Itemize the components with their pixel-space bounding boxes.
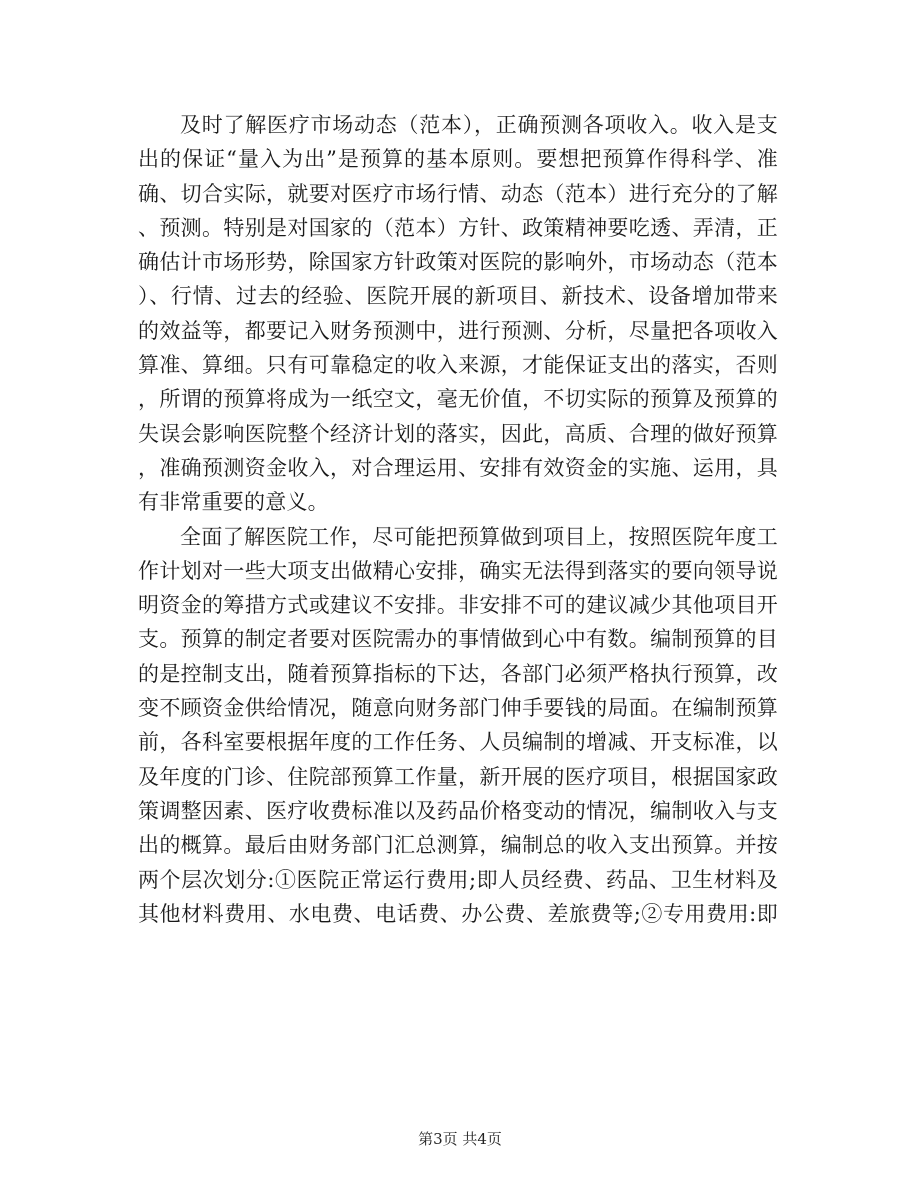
paragraph-2-line-11: 两个层次划分:①医院正常运行费用;即人员经费、药品、卫生材料及 xyxy=(138,867,778,892)
page-number-footer: 第3页 共4页 xyxy=(418,1130,502,1148)
paragraph-2-line-5: 的是控制支出，随着预算指标的下达，各部门必须严格执行预算，改 xyxy=(138,661,778,686)
paragraph-1-line-8: 算准、算细。只有可靠稳定的收入来源，才能保证支出的落实，否则 xyxy=(138,353,778,378)
paragraph-2-line-1: 全面了解医院工作，尽可能把预算做到项目上，按照医院年度工 xyxy=(180,524,778,549)
paragraph-2-line-7: 前，各科室要根据年度的工作任务、人员编制的增减、开支标准，以 xyxy=(138,730,778,755)
paragraph-1-line-7: 的效益等，都要记入财务预测中，进行预测、分析，尽量把各项收入 xyxy=(138,318,778,343)
paragraph-1-line-3: 确、切合实际，就要对医疗市场行情、动态（范本）进行充分的了解 xyxy=(138,181,778,206)
paragraph-2-line-3: 明资金的筹措方式或建议不安排。非安排不可的建议减少其他项目开 xyxy=(138,593,778,618)
paragraph-2-line-2: 作计划对一些大项支出做精心安排，确实无法得到落实的要向领导说 xyxy=(138,558,778,583)
paragraph-1-line-4: 、预测。特别是对国家的（范本）方针、政策精神要吃透、弄清，正 xyxy=(138,215,778,240)
paragraph-2-line-9: 策调整因素、医疗收费标准以及药品价格变动的情况，编制收入与支 xyxy=(138,798,778,823)
paragraph-2-line-4: 支。预算的制定者要对医院需办的事情做到心中有数。编制预算的目 xyxy=(138,627,778,652)
document-body xyxy=(138,108,778,931)
paragraph-1-line-5: 确估计市场形势，除国家方针政策对医院的影响外，市场动态（范本 xyxy=(138,250,778,275)
paragraph-1-line-11: ，准确预测资金收入，对合理运用、安排有效资金的实施、运用，具 xyxy=(138,455,778,480)
paragraph-2-line-6: 变不顾资金供给情况，随意向财务部门伸手要钱的局面。在编制预算 xyxy=(138,696,778,721)
paragraph-2-line-8: 及年度的门诊、住院部预算工作量，新开展的医疗项目，根据国家政 xyxy=(138,764,778,789)
paragraph-1-line-9: ，所谓的预算将成为一纸空文，毫无价值，不切实际的预算及预算的 xyxy=(138,387,778,412)
paragraph-1-line-2: 出的保证“量入为出”是预算的基本原则。要想把预算作得科学、准 xyxy=(138,147,778,172)
paragraph-1-line-6: ）、行情、过去的经验、医院开展的新项目、新技术、设备增加带来 xyxy=(138,284,778,309)
paragraph-1-line-10: 失误会影响医院整个经济计划的落实，因此，高质、合理的做好预算 xyxy=(138,421,778,446)
paragraph-1-line-12: 有非常重要的意义。 xyxy=(138,490,329,515)
paragraph-2-line-12: 其他材料费用、水电费、电话费、办公费、差旅费等;②专用费用:即 xyxy=(138,901,778,926)
paragraph-2-line-10: 出的概算。最后由财务部门汇总测算，编制总的收入支出预算。并按 xyxy=(138,833,778,858)
paragraph-1-line-1: 及时了解医疗市场动态（范本），正确预测各项收入。收入是支 xyxy=(180,113,778,137)
